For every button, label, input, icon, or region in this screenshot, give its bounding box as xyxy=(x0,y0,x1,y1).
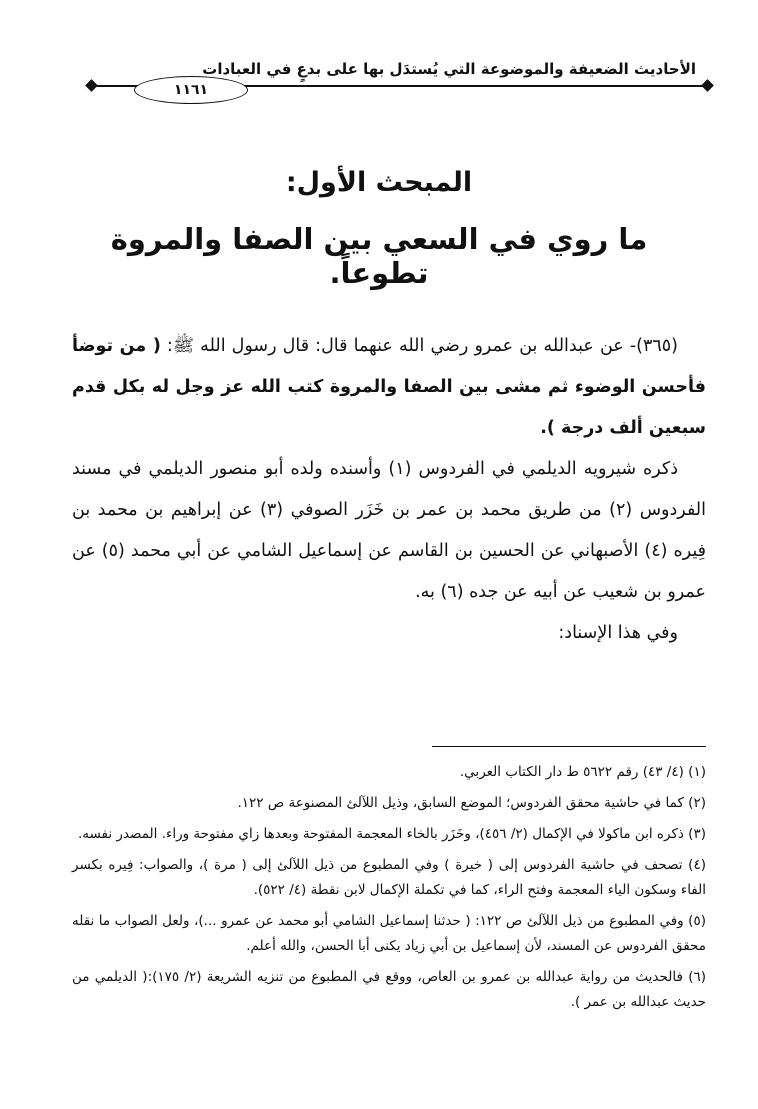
paragraph: وفي هذا الإسناد: xyxy=(558,623,678,643)
header-diamond-right-icon xyxy=(701,79,714,92)
hadith-number: (٣٦٥)- عن عبدالله بن عمرو رضي الله عنهما قال: قال رسول الله ﷺ: xyxy=(167,336,678,356)
hadith-paragraph xyxy=(72,326,706,449)
footnote: (٤) تصحف في حاشية الفردوس إلى ( خيرة ) وفي المطبوع من ذيل اللآلئ إلى ( مرة )، والصواب: فِيره بكسر الفاء وسكون الياء المعجمة وفتح الراء، كما في تكملة الإكمال لابن نقطة (٤/ ٥٢٢). xyxy=(72,857,706,898)
footnote: (٦) فالحديث من رواية عبدالله بن عمرو بن العاص، ووقع في المطبوع من تنزيه الشريعة (٢/ ١٧٥):( الديلمي من حديث عبدالله بن عمر ). xyxy=(72,969,707,1010)
footnote: (٢) كما في حاشية محقق الفردوس؛ الموضع السابق، وذيل اللآلئ المصنوعة ص ١٢٢. xyxy=(237,795,706,811)
footnote-separator xyxy=(432,746,706,747)
header-diamond-left-icon xyxy=(85,79,98,92)
footnotes xyxy=(72,760,706,1021)
paragraph: ذكره شيرويه الديلمي في الفردوس (١) وأسنده ولده أبو منصور الديلمي في مسند الفردوس (٢) من طريق محمد بن عمر بن خَزَر الصوفي (٣) عن إبراهيم بن محمد بن فِيره (٤) الأصبهاني عن الحسين بن القاسم عن إسماعيل الشامي عن أبي محمد (٥) عن عمرو بن شعيب عن أبيه عن جده (٦) به. xyxy=(72,459,707,602)
section-heading: المبحث الأول: xyxy=(285,167,473,198)
main-body xyxy=(72,326,706,654)
section-subheading: ما روي في السعي بين الصفا والمروة تطوعاً. xyxy=(110,222,648,290)
footnote: (٥) وفي المطبوع من ذيل اللآلئ ص ١٢٢: ( حدثنا إسماعيل الشامي أبو محمد عن عمرو ...)، ولعل الصواب ما نقله محقق الفردوس عن المسند، لأن إسماعيل بن أبي زياد يكنى أبا الحسن، والله أعلم. xyxy=(72,913,706,954)
footnote: (١) (٤/ ٤٣) رقم ٥٦٢٢ ط دار الكتاب العربي. xyxy=(459,764,706,780)
footnote: (٣) ذكره ابن ماكولا في الإكمال (٢/ ٤٥٦)، وخَزَر بالخاء المعجمة المفتوحة وبعدها زاي مفتوحة وراء. المصدر نفسه. xyxy=(77,826,706,842)
hadith-text: ( من توضأ فأحسن الوضوء ثم مشى بين الصفا والمروة كتب الله عز وجل له بكل قدم سبعين ألف درجة ). xyxy=(72,336,706,438)
running-header-title: الأحاديث الضعيفة والموضوعة التي يُستدَل بها على بدعٍ في العبادات xyxy=(202,60,696,78)
page-number: ١١٦١ xyxy=(134,76,248,104)
